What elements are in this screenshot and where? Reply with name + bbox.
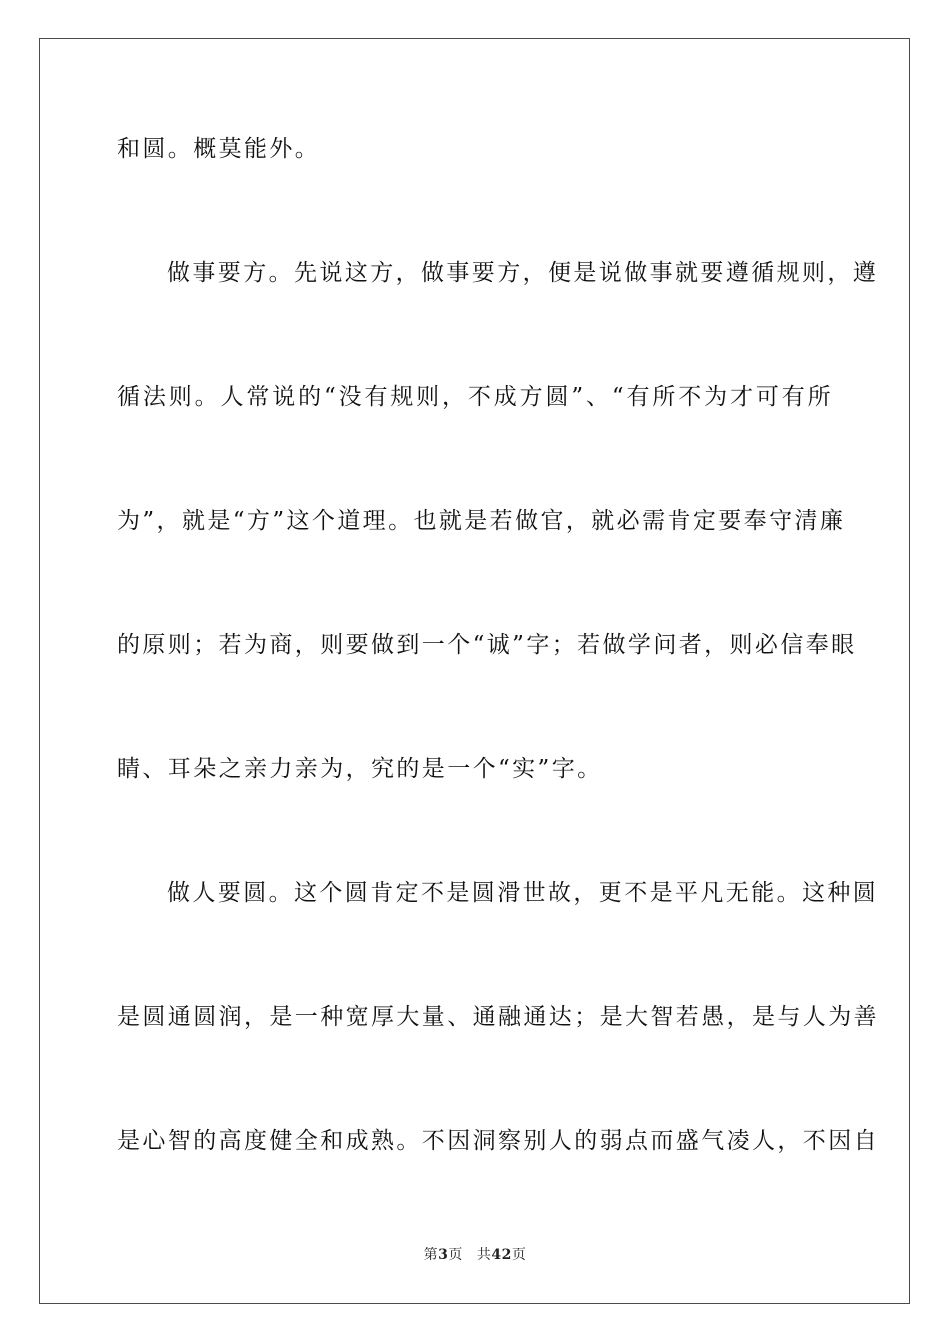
text-line: 和圆。概莫能外。 [117, 136, 321, 162]
page-border [39, 38, 910, 1304]
text-line: 是圆通圆润，是一种宽厚大量、通融通达；是大智若愚，是与人为善 [117, 1004, 879, 1030]
page-prefix: 第 [423, 1247, 439, 1263]
total-pages: 42 [491, 1247, 512, 1263]
total-prefix: 共 [476, 1247, 492, 1263]
text-line: 睛、耳朵之亲力亲为，究的是一个“实”字。 [117, 756, 603, 782]
text-line: 循法则。人常说的“没有规则，不成方圆”、“有所不为才可有所 [117, 384, 833, 410]
text-line: 的原则；若为商，则要做到一个“诚”字；若做学问者，则必信奉眼 [117, 632, 857, 658]
page-footer [0, 1246, 950, 1264]
text-line: 为”，就是“方”这个道理。也就是若做官，就必需肯定要奉守清廉 [117, 508, 846, 534]
text-line: 是心智的高度健全和成熟。不因洞察别人的弱点而盛气凌人，不因自 [117, 1128, 879, 1154]
paragraph-start-line: 做事要方。先说这方，做事要方，便是说做事就要遵循规则，遵 [167, 260, 879, 286]
page-number: 3 [438, 1247, 449, 1263]
total-suffix: 页 [511, 1247, 527, 1263]
page-suffix: 页 [448, 1247, 463, 1263]
paragraph-start-line: 做人要圆。这个圆肯定不是圆滑世故，更不是平凡无能。这种圆 [167, 880, 879, 906]
